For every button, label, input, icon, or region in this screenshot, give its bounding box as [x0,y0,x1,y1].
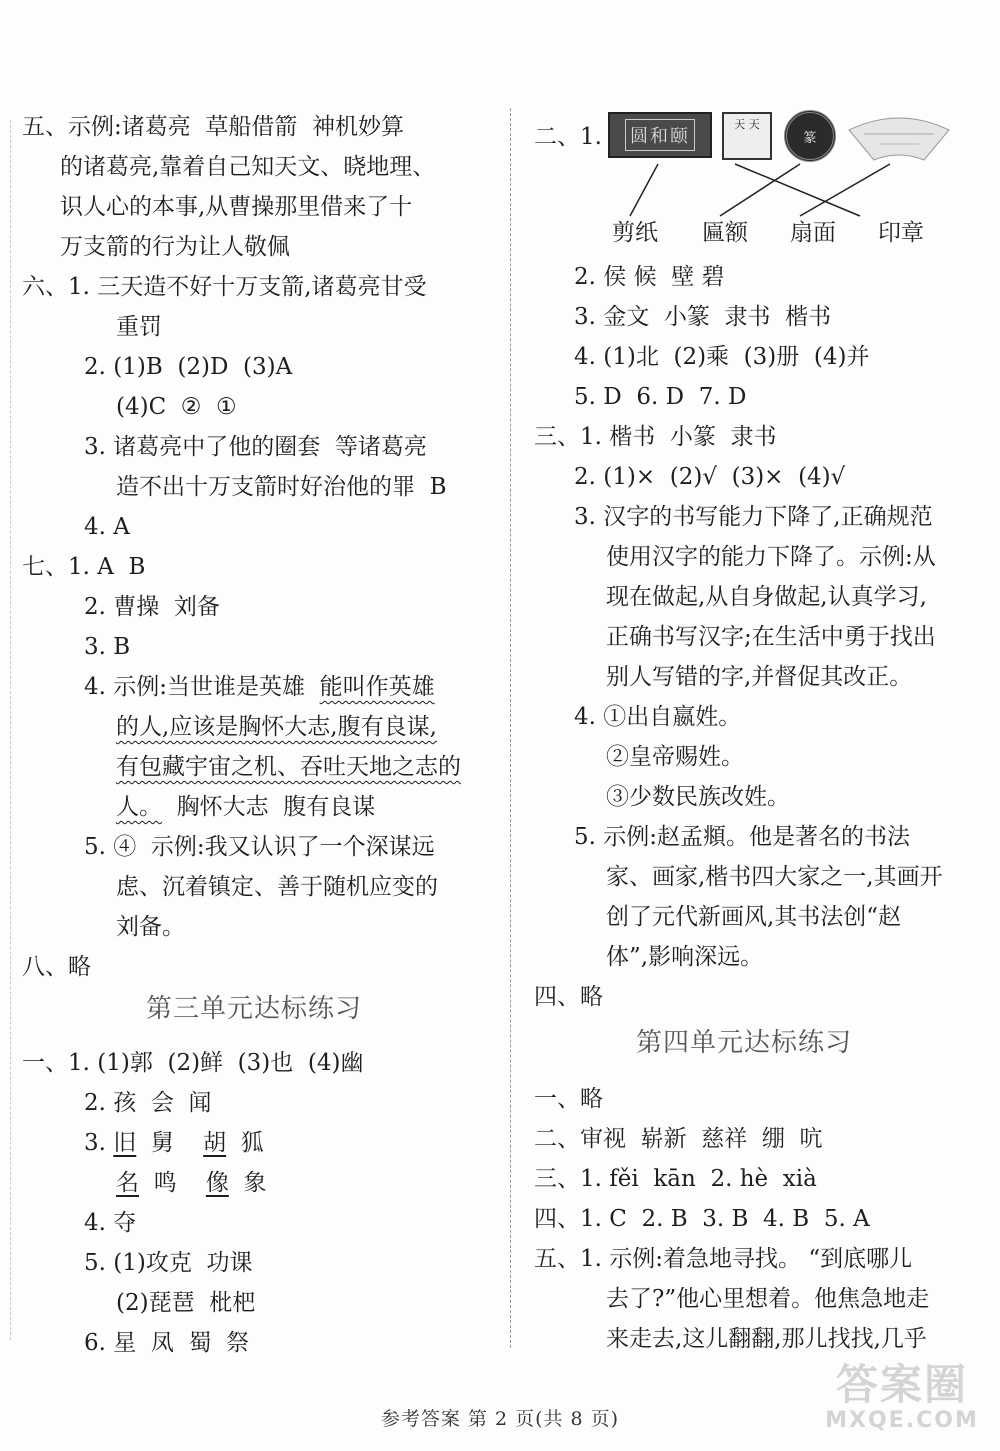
section-6-q2-cont: (4)C ② ① [116,394,237,420]
caption-seal: 印章 [878,220,924,246]
section-6-q3-cont: 造不出十万支箭时好治他的罪 B [116,474,447,500]
section-2-q3: 3. 金文 小篆 隶书 楷书 [574,304,832,330]
caption-fan: 扇面 [790,220,836,246]
section-6-q3: 3. 诸葛亮中了他的圈套 等诸葛亮 [84,434,427,460]
unit3-s1-q3-cont: 名 鸣 像 象 [116,1170,267,1196]
section-7-q5: 5. ④ 示例:我又认识了一个深谋远 [84,834,435,860]
section-5-line-4: 万支箭的行为让人敬佩 [60,234,290,260]
wavy-underline-text: 能叫作英雄 [319,674,435,700]
section-3-q2: 2. (1)× (2)√ (3)× (4)√ [574,464,846,490]
section-3-q3-cont-3: 正确书写汉字;在生活中勇于找出 [606,624,936,650]
section-7-q3: 3. B [84,634,131,660]
unit4-s3: 三、1. fěi kān 2. hè xià [534,1166,817,1192]
left-edge-guide [10,120,11,1340]
unit4-s5-q1-cont-1: 去了?”他心里想着。他焦急地走 [606,1286,930,1312]
section-8: 八、略 [22,954,91,980]
unit3-s1-q1: 一、1. (1)郭 (2)鲜 (3)也 (4)幽 [22,1050,364,1076]
unit3-s1-q4: 4. 夺 [84,1210,137,1236]
section-3-q4: 4. ①出自嬴姓。 [574,704,742,730]
section-7-q4-cont-3: 人。 胸怀大志 腹有良谋 [116,794,376,820]
caption-plaque: 匾额 [702,220,748,246]
section-6-q4: 4. A [84,514,130,540]
round-seal-image: 篆 [784,110,836,162]
section-3-q5-cont-3: 体”,影响深远。 [606,944,764,970]
unit-4-title: 第四单元达标练习 [636,1028,853,1058]
section-4: 四、略 [534,984,603,1010]
unit4-s1: 一、略 [534,1086,603,1112]
unit3-s1-q2: 2. 孩 会 闻 [84,1090,212,1116]
section-3-q3-cont-4: 别人写错的字,并督促其改正。 [606,664,913,690]
section-3-q3: 3. 汉字的书写能力下降了,正确规范 [574,504,933,530]
fan-image [844,112,954,164]
section-3-q5: 5. 示例:赵孟頫。他是著名的书法 [574,824,911,850]
section-5-line-2: 的诸葛亮,靠着自己知天文、晓地理、 [60,154,436,180]
caption-papercut: 剪纸 [612,220,658,246]
unit3-s1-q5: 5. (1)攻克 功课 [84,1250,253,1276]
unit4-s5-q1-cont-2: 来走去,这儿翻翻,那儿找找,几乎 [606,1326,927,1352]
section-7-q5-cont-1: 虑、沉着镇定、善于随机应变的 [116,874,438,900]
plaque-image: 圆和颐 [608,112,712,158]
section-7-q1: 七、1. A B [22,554,146,580]
section-3-q5-cont-2: 创了元代新画风,其书法创“赵 [606,904,902,930]
section-6-q1-cont: 重罚 [116,314,162,340]
column-divider [510,108,511,1348]
section-2-q1-label: 二、1. [534,124,602,150]
section-7-q4-cont-2: 有包藏宇宙之机、吞吐天地之志的 [116,754,461,780]
section-2-q5-7: 5. D 6. D 7. D [574,384,747,410]
section-3-q4-cont-2: ③少数民族改姓。 [606,784,790,810]
section-3-q5-cont-1: 家、画家,楷书四大家之一,其画开 [606,864,943,890]
section-3-q3-cont-2: 现在做起,从自身做起,认真学习, [606,584,927,610]
section-7-q5-cont-2: 刘备。 [116,914,185,940]
unit4-s5-q1: 五、1. 示例:着急地寻找。 “到底哪儿 [534,1246,913,1272]
unit-3-title: 第三单元达标练习 [146,994,363,1024]
square-seal-image: 天 天 [722,112,772,160]
section-7-q4-cont-1: 的人,应该是胸怀大志,腹有良谋, [116,714,437,740]
section-2-q4: 4. (1)北 (2)乘 (3)册 (4)并 [574,344,870,370]
unit4-s2: 二、审视 崭新 慈祥 绷 吭 [534,1126,823,1152]
unit3-s1-q6: 6. 星 凤 蜀 祭 [84,1330,250,1356]
section-5-line-3: 识人心的本事,从曹操那里借来了十 [60,194,413,220]
unit3-s1-q5-cont: (2)琵琶 枇杷 [116,1290,256,1316]
watermark-logo: 答案圈 MXQE.COM [825,1360,979,1433]
unit4-s4: 四、1. C 2. B 3. B 4. B 5. A [534,1206,870,1232]
section-3-q1: 三、1. 楷书 小篆 隶书 [534,424,777,450]
section-6-q2: 2. (1)B (2)D (3)A [84,354,293,380]
section-3-q4-cont-1: ②皇帝赐姓。 [606,744,744,770]
unit3-s1-q3: 3. 旧 舅 胡 狐 [84,1130,264,1156]
page-footer: 参考答案 第 2 页(共 8 页) [380,1408,620,1430]
section-7-q2: 2. 曹操 刘备 [84,594,220,620]
section-3-q3-cont-1: 使用汉字的能力下降了。示例:从 [606,544,936,570]
matching-lines [600,160,930,220]
section-6-q1: 六、1. 三天造不好十万支箭,诸葛亮甘受 [22,274,427,300]
section-5-line-1: 五、示例:诸葛亮 草船借箭 神机妙算 [22,114,404,140]
section-2-q2: 2. 侯 候 壁 碧 [574,264,725,290]
section-7-q4: 4. 示例:当世谁是英雄 能叫作英雄 [84,674,435,700]
